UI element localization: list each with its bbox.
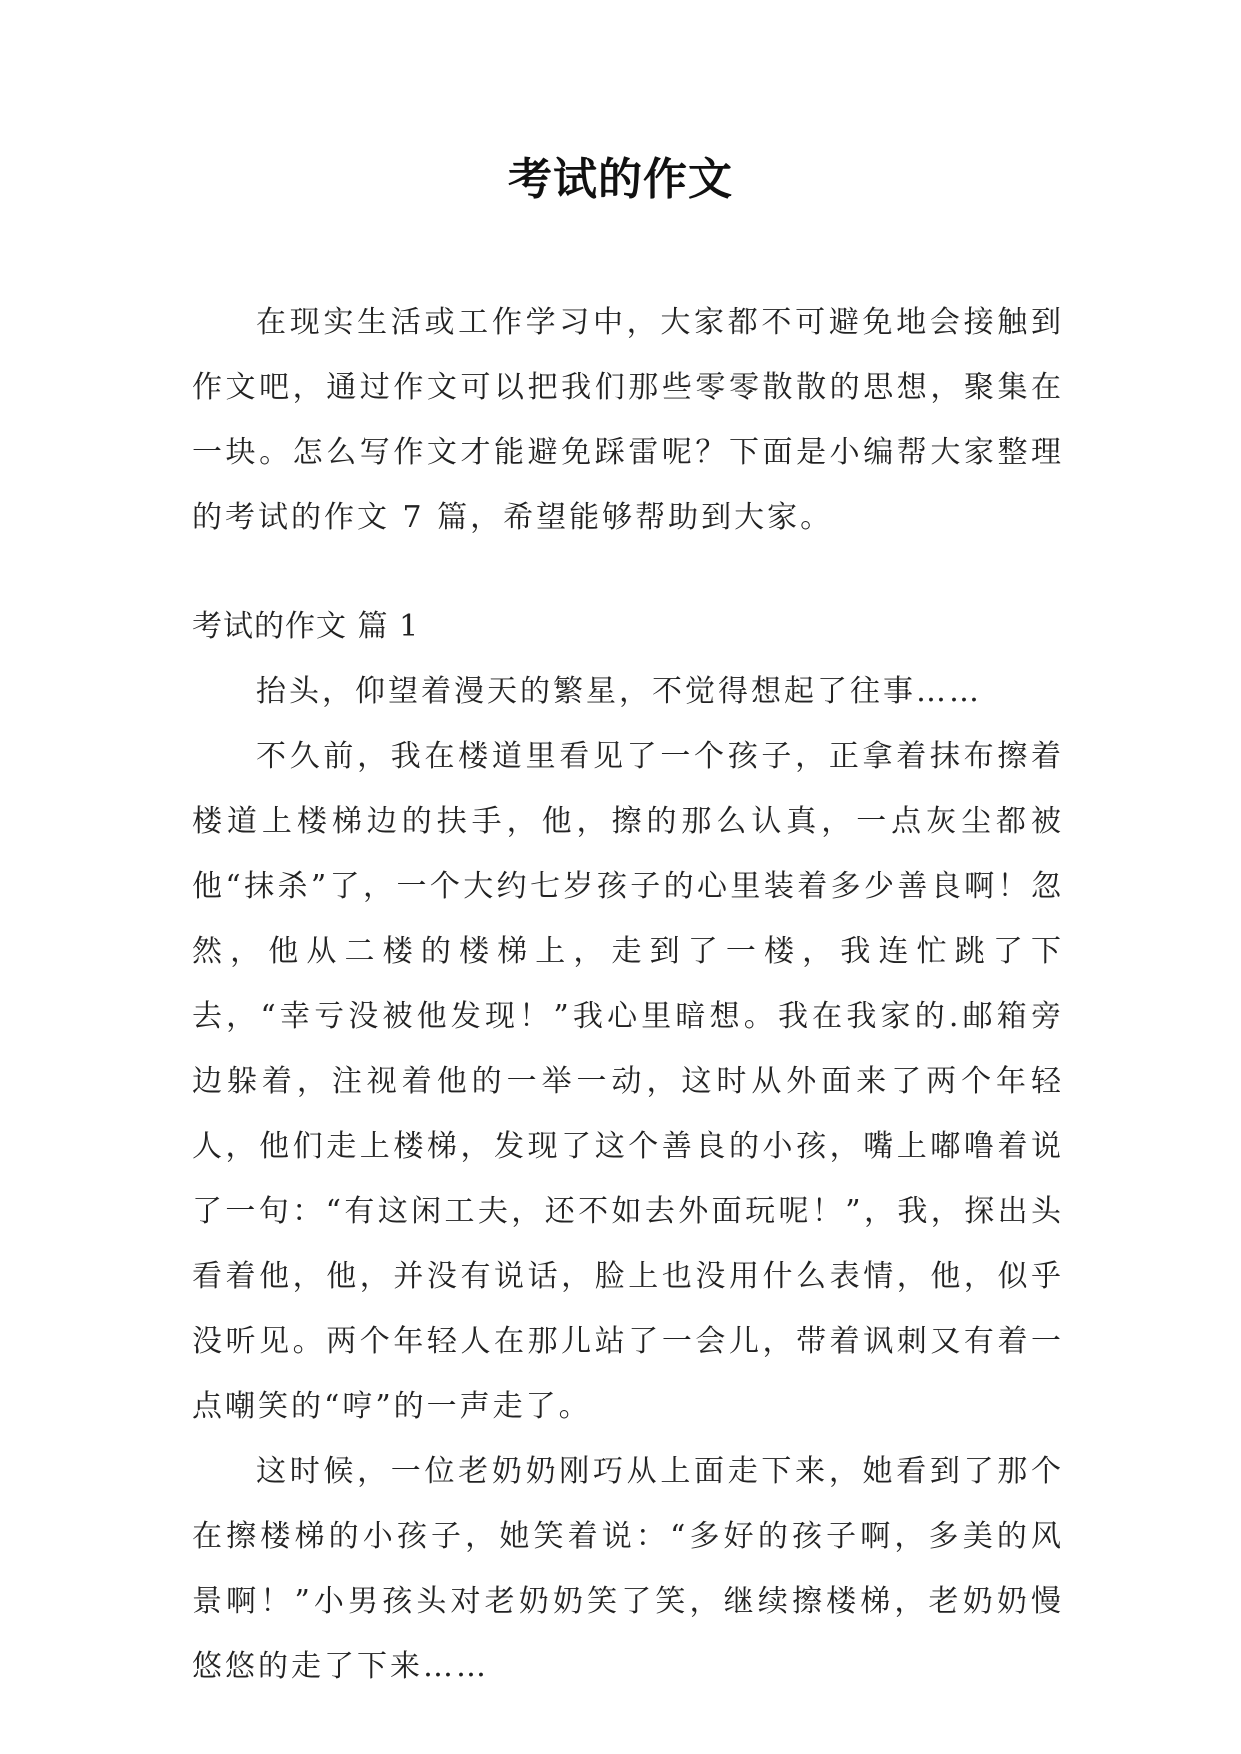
body-paragraph-3: 这时候，一位老奶奶刚巧从上面走下来，她看到了那个在擦楼梯的小孩子，她笑着说：“多好的孩子啊，多美的风景啊！”小男孩头对老奶奶笑了笑，继续擦楼梯，老奶奶慢悠悠的走了下来…… [192,1454,1064,1684]
intro-paragraph: 在现实生活或工作学习中，大家都不可避免地会接触到作文吧，通过作文可以把我们那些零零散散的思想，聚集在一块。怎么写作文才能避免踩雷呢？下面是小编帮大家整理的考试的作文 7 篇，希望能够帮助到大家。 [192,305,1064,535]
document-body [192,290,1064,1699]
body-paragraph-2: 不久前，我在楼道里看见了一个孩子，正拿着抹布擦着楼道上楼梯边的扶手，他，擦的那么认真，一点灰尘都被他“抹杀”了，一个大约七岁孩子的心里装着多少善良啊！忽然，他从二楼的楼梯上，走到了一楼，我连忙跳了下去，“幸亏没被他发现！”我心里暗想。我在我家的.邮箱旁边躲着，注视着他的一举一动，这时从外面来了两个年轻人，他们走上楼梯，发现了这个善良的小孩，嘴上嘟噜着说了一句：“有这闲工夫，还不如去外面玩呢！”，我，探出头看着他，他，并没有说话，脸上也没用什么表情，他，似乎没听见。两个年轻人在那儿站了一会儿，带着讽刺又有着一点嘲笑的“哼”的一声走了。 [192,739,1064,1424]
body-paragraph-1: 抬头，仰望着漫天的繁星，不觉得想起了往事…… [256,674,982,709]
section-heading: 考试的作文 篇 1 [192,609,420,644]
document-title: 考试的作文 [508,154,733,205]
